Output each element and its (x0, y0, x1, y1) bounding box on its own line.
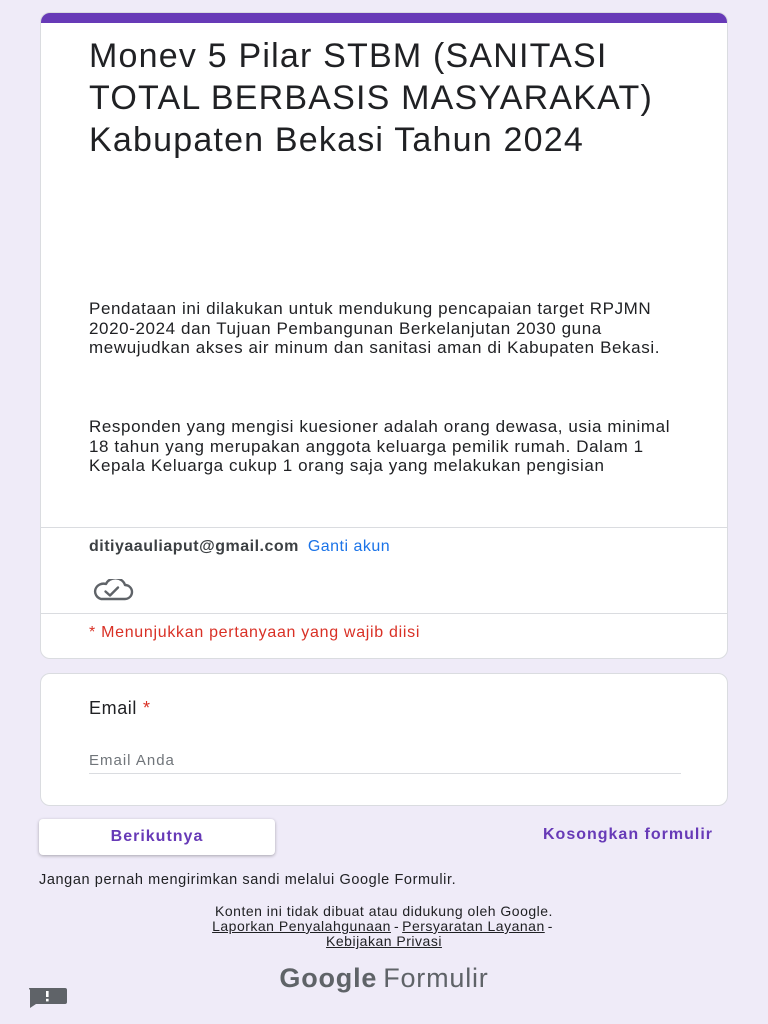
required-asterisk: * (143, 698, 151, 718)
divider (41, 527, 727, 528)
privacy-policy-link[interactable]: Kebijakan Privasi (326, 933, 442, 949)
cloud-check-icon (89, 579, 135, 601)
theme-accent-bar (41, 13, 727, 23)
brand-google: Google (279, 963, 378, 993)
email-question-card (40, 673, 728, 806)
link-separator: - (547, 918, 553, 934)
email-input[interactable] (89, 748, 681, 774)
account-row (89, 538, 390, 556)
divider (41, 613, 727, 614)
question-title: Email (89, 698, 138, 718)
footer-links-row-2 (0, 934, 768, 949)
next-button[interactable]: Berikutnya (39, 819, 275, 855)
password-warning: Jangan pernah mengirimkan sandi melalui Google Formulir. (39, 872, 457, 888)
disclaimer-text: Konten ini tidak dibuat atau didukung oleh Google. (215, 903, 553, 919)
clear-form-button[interactable]: Kosongkan formulir (542, 826, 713, 843)
form-header-card (40, 12, 728, 659)
required-note: * Menunjukkan pertanyaan yang wajib diisi (89, 624, 421, 641)
switch-account-link[interactable]: Ganti akun (307, 538, 391, 555)
footer-links (0, 919, 768, 934)
google-forms-logo[interactable] (0, 963, 768, 994)
brand-forms: Formulir (383, 963, 489, 993)
report-abuse-link[interactable]: Laporkan Penyalahgunaan (212, 918, 391, 934)
feedback-icon[interactable] (26, 986, 68, 1008)
terms-link[interactable]: Persyaratan Layanan (402, 918, 545, 934)
link-separator: - (393, 918, 400, 934)
form-description-respondent: Responden yang mengisi kuesioner adalah orang dewasa, usia minimal 18 tahun yang merupakan anggota keluarga pemilik rumah. Dalam 1 Kepala Keluarga cukup 1 orang saja yang melakukan pengisian (89, 417, 671, 475)
question-label (89, 698, 151, 719)
form-description: Pendataan ini dilakukan untuk mendukung pencapaian target RPJMN 2020-2024 dan Tujuan Pembangunan Berkelanjutan 2030 guna mewujudkan akses air minum dan sanitasi aman di Kabupaten Bekasi. (89, 299, 661, 357)
account-email: ditiyaauliaput@gmail.com (89, 538, 299, 555)
form-title: Monev 5 Pilar STBM (SANITASI TOTAL BERBASIS MASYARAKAT) Kabupaten Bekasi Tahun 2024 (89, 37, 653, 159)
